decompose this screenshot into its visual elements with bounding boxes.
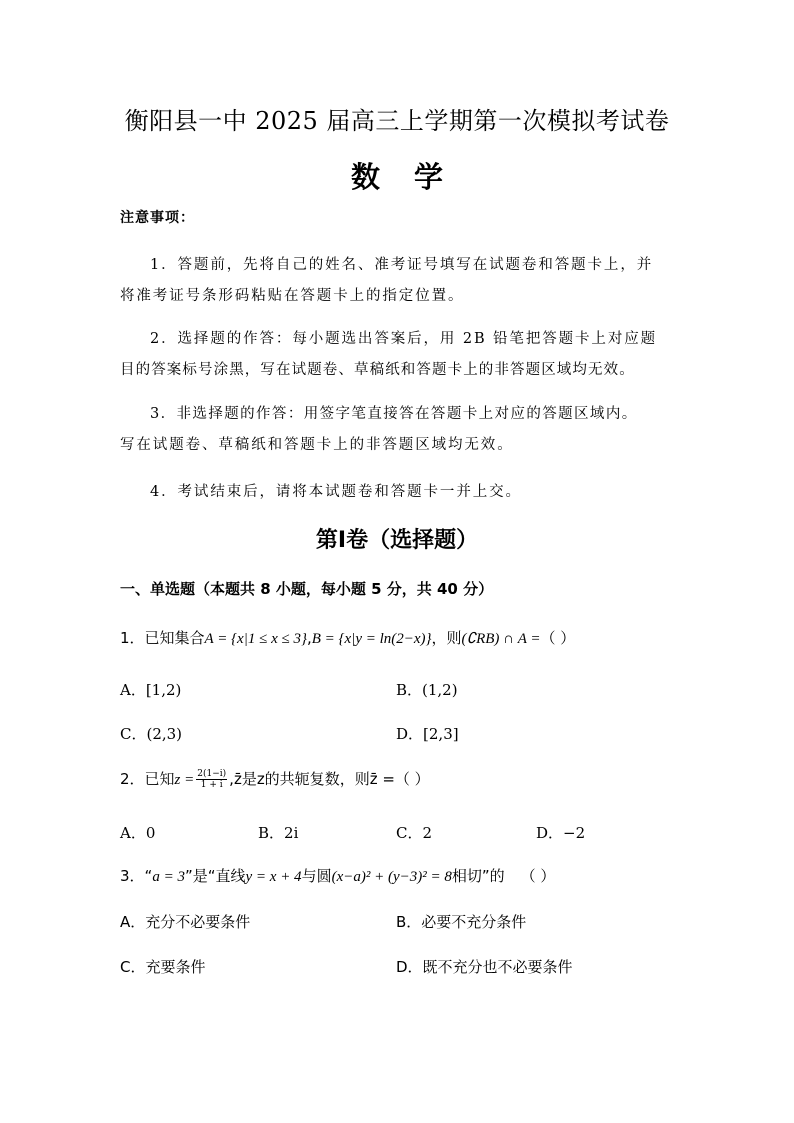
q3-condition: a = 3 bbox=[152, 869, 185, 885]
q3-paren: （ ） bbox=[520, 867, 556, 885]
q3-text-mid2: 与圆 bbox=[301, 867, 332, 885]
question-3 bbox=[120, 865, 555, 886]
subject-title: 数学 bbox=[350, 160, 477, 194]
q3-option-c: C．充要条件 bbox=[120, 958, 206, 976]
notice-line: 1．答题前，先将自己的姓名、准考证号填写在试题卷和答题卡上，并 bbox=[150, 257, 654, 273]
notice-heading: 注意事项： bbox=[120, 210, 195, 226]
q3-option-d: D．既不充分也不必要条件 bbox=[396, 958, 573, 976]
q3-option-b: B．必要不充分条件 bbox=[396, 913, 527, 931]
q1-then: ，则 bbox=[431, 629, 462, 647]
q2-lhs: z = bbox=[174, 772, 195, 788]
notice-line: 写在试题卷、草稿纸和答题卡上的非答题区域均无效。 bbox=[120, 437, 514, 453]
notice-line: 3．非选择题的作答：用签字笔直接答在答题卡上对应的答题区域内。 bbox=[150, 406, 638, 422]
q1-comma: , bbox=[306, 629, 312, 647]
notice-line: 目的答案标号涂黑，写在试题卷、草稿纸和答题卡上的非答题区域均无效。 bbox=[120, 362, 635, 378]
q3-text-start: 3．“ bbox=[120, 867, 153, 885]
q2-mid: ,z̄是z的共轭复数，则z̄ = bbox=[229, 770, 395, 788]
q2-paren: （ ） bbox=[394, 770, 430, 788]
q2-option-b: B．2i bbox=[258, 824, 299, 842]
section-title: 第Ⅰ卷（选择题） bbox=[315, 528, 479, 553]
q1-option-a: A．[1,2) bbox=[120, 681, 182, 699]
q1-option-d: D．[2,3] bbox=[396, 725, 459, 743]
q2-option-a: A．0 bbox=[120, 824, 156, 842]
part-title: 一、单选题（本题共 8 小题，每小题 5 分，共 40 分） bbox=[120, 580, 494, 598]
q3-line: y = x + 4 bbox=[245, 869, 302, 885]
exam-title: 衡阳县一中 2025 届高三上学期第一次模拟考试卷 bbox=[124, 107, 670, 135]
question-2 bbox=[120, 768, 430, 790]
q1-set-a: A = {x|1 ≤ x ≤ 3} bbox=[204, 631, 307, 647]
q3-option-a: A．充分不必要条件 bbox=[120, 913, 251, 931]
q2-option-c: C．2 bbox=[396, 824, 433, 842]
q1-paren: （ ） bbox=[540, 629, 576, 647]
notice-line: 将准考证号条形码粘贴在答题卡上的指定位置。 bbox=[120, 288, 465, 304]
q2-fraction-numerator: 2(1−i) bbox=[197, 769, 227, 779]
q1-set-b: B = {x|y = ln(2−x)} bbox=[311, 631, 432, 647]
q2-fraction bbox=[196, 769, 227, 790]
q1-option-c: C．(2,3) bbox=[120, 725, 183, 743]
q2-option-d: D．−2 bbox=[536, 824, 586, 842]
q1-option-b: B．(1,2) bbox=[396, 681, 458, 699]
notice-line: 4．考试结束后，请将本试题卷和答题卡一并上交。 bbox=[150, 484, 522, 500]
q2-fraction-denominator: 1 + i bbox=[200, 780, 223, 790]
question-1 bbox=[120, 627, 575, 648]
q3-text-mid: ”是“直线 bbox=[184, 867, 246, 885]
q1-prefix: 1．已知集合 bbox=[120, 629, 205, 647]
q3-circle: (x−a)² + (y−3)² = 8 bbox=[331, 869, 452, 885]
q3-text-end: 相切”的 bbox=[451, 867, 505, 885]
notice-line: 2．选择题的作答：每小题选出答案后，用 2B 铅笔把答题卡上对应题 bbox=[150, 331, 658, 347]
q2-prefix: 2．已知 bbox=[120, 770, 175, 788]
q1-expr: (∁RB) ∩ A = bbox=[461, 631, 541, 647]
